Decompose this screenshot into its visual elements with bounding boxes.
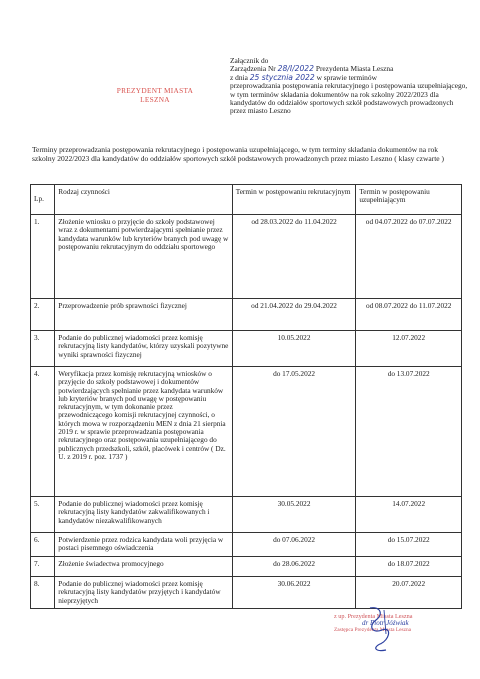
header-activity: Rodzaj czynności: [55, 185, 232, 215]
table-row: [31, 367, 462, 497]
row-number: 5.: [31, 497, 55, 533]
row-term-supplementary: od 04.07.2022 do 07.07.2022: [356, 215, 462, 299]
table-row: [31, 215, 462, 299]
row-number: 8.: [31, 577, 55, 609]
row-activity: Podanie do publicznej wiadomości przez komisję rekrutacyjną listy kandydatów zakwalifikowanych i kandydatów niezakwalifikowanych: [55, 497, 232, 533]
row-activity: Potwierdzenie przez rodzica kandydata woli przyjęcia w postaci pisemnego oświadczenia: [55, 533, 232, 557]
signature-line-2: dr Piotr Jóźwiak: [362, 619, 409, 627]
row-term-supplementary: do 13.07.2022: [356, 367, 462, 497]
row-term-recruitment: 30.06.2022: [232, 577, 356, 609]
row-term-recruitment: od 28.03.2022 do 11.04.2022: [232, 215, 356, 299]
row-activity: Przeprowadzenie prób sprawności fizycznej: [55, 299, 232, 331]
header-line-3b: w sprawie terminów: [316, 72, 377, 82]
row-term-supplementary: do 18.07.2022: [356, 557, 462, 577]
header-term-supplementary: Termin w postępowaniu uzupełniającym: [356, 185, 462, 215]
stamp-line-2: LESZNA: [140, 95, 170, 104]
table-row: [31, 557, 462, 577]
table-row: [31, 533, 462, 557]
table-row: [31, 331, 462, 367]
row-term-supplementary: 20.07.2022: [356, 577, 462, 609]
signature-line-1: z up. Prezydenta Miasta Leszna: [334, 613, 413, 620]
handwritten-number: 28/I/2022: [277, 64, 314, 74]
row-term-recruitment: 30.05.2022: [232, 497, 356, 533]
row-term-recruitment: do 17.05.2022: [232, 367, 356, 497]
header-line-1: Załącznik do: [230, 56, 269, 65]
stamp-line-1: PREZYDENT MIASTA: [116, 86, 194, 95]
row-term-recruitment: do 28.06.2022: [232, 557, 356, 577]
row-term-recruitment: od 21.04.2022 do 29.04.2022: [232, 299, 356, 331]
row-number: 2.: [31, 299, 55, 331]
row-number: 3.: [31, 331, 55, 367]
row-term-supplementary: 14.07.2022: [356, 497, 462, 533]
header-line-2b: Prezydenta Miasta Leszna: [315, 64, 394, 74]
document-intro: Terminy przeprowadzania postępowania rekrutacyjnego i postępowania uzupełniającego, w tym terminy składania dokumentów na rok szkolny 2022/2023 dla kandydatów do oddziałów sportowych szkół podstawowych prowadzonych przez miasto Leszno ( klasy czwarte ): [32, 145, 444, 163]
row-term-supplementary: 12.07.2022: [356, 331, 462, 367]
table-row: [31, 299, 462, 331]
row-activity: Podanie do publicznej wiadomości przez komisję rekrutacyjną listy kandydatów przyjętych i kandydatów nieprzyjętych: [55, 577, 232, 609]
row-term-supplementary: do 15.07.2022: [356, 533, 462, 557]
table-row: [31, 497, 462, 533]
row-activity: Złożenie świadectwa promocyjnego: [55, 557, 232, 577]
table-header-row: [31, 185, 462, 215]
row-number: 4.: [31, 367, 55, 497]
signature-block: [334, 613, 474, 634]
row-activity: Weryfikacja przez komisję rekrutacyjną wniosków o przyjęcie do szkoły podstawowej i dokumentów potwierdzających spełnianie przez kandydata warunków lub kryteriów branych pod uwagę w postępowaniu rekrutacyjnym, w tym dokonanie przez przewodniczącego komisji rekrutacyjnej czynności, o których mowa w rozporządzeniu MEN z dnia 21 sierpnia 2019 r. w sprawie przeprowadzania postępowania rekrutacyjnego oraz postępowania uzupełniającego do publicznych przedszkoli, szkół, placówek i centrów ( Dz. U. z 2019 r. poz. 1737 ): [55, 367, 232, 497]
row-term-supplementary: od 08.07.2022 do 11.07.2022: [356, 299, 462, 331]
schedule-table: [30, 184, 462, 609]
row-number: 1.: [31, 215, 55, 299]
header-rest: przeprowadzania postępowania rekrutacyjnego i postępowania uzupełniającego, w tym terminów składania dokumentów na rok szkolny 2022/2023 dla kandydatów do oddziałów sportowych szkół podstawowych prowadzonych przez miasto Leszno: [230, 81, 468, 116]
row-number: 6.: [31, 533, 55, 557]
header-term-recruitment: Termin w postępowaniu rekrutacyjnym: [232, 185, 356, 215]
row-activity: Złożenie wniosku o przyjęcie do szkoły podstawowej wraz z dokumentami potwierdzającymi spełnianie przez kandydata warunków lub kryteriów branych pod uwagę w postępowaniu rekrutacyjnym do oddziału sportowego: [55, 215, 232, 299]
header-line-3a: z dnia: [230, 72, 248, 82]
handwritten-signature: [362, 604, 402, 654]
header-line-2a: Zarządzenia Nr: [230, 64, 276, 74]
row-term-recruitment: 10.05.2022: [232, 331, 356, 367]
row-activity: Podanie do publicznej wiadomości przez komisję rekrutacyjną listy kandydatów, którzy uzyskali pozytywne wyniki sprawności fizycznej: [55, 331, 232, 367]
header-lp: Lp.: [31, 185, 55, 215]
row-number: 7.: [31, 557, 55, 577]
signature-line-3: Zastępca Prezydenta Miasta Leszna: [334, 627, 412, 633]
row-term-recruitment: do 07.06.2022: [232, 533, 356, 557]
attachment-header: [230, 57, 470, 116]
president-stamp: [112, 86, 198, 104]
handwritten-date: 25 stycznia 2022: [249, 72, 315, 82]
